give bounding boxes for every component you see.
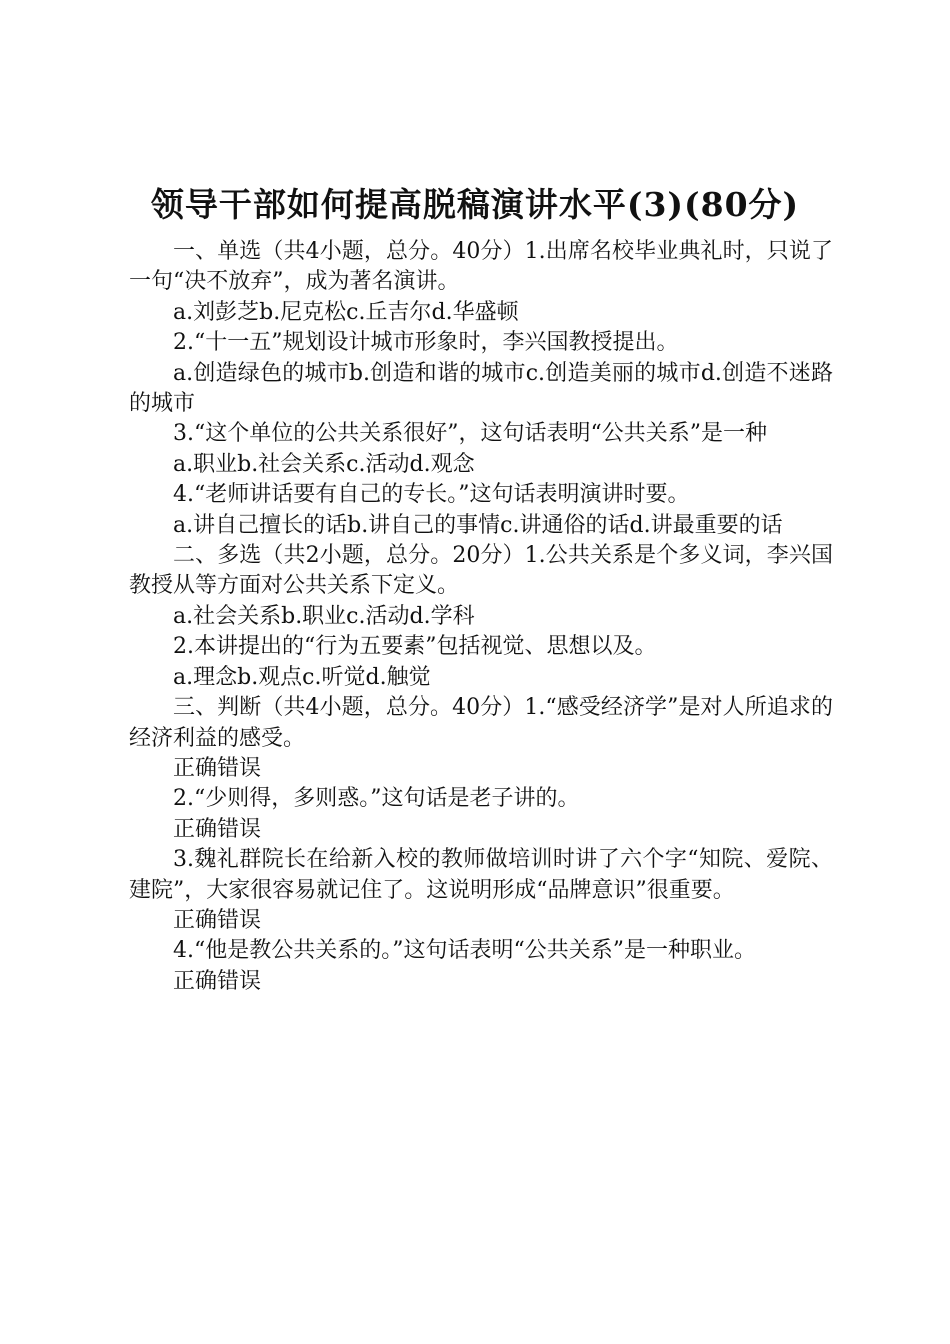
- tf-q4-options: 正确错误: [173, 968, 262, 994]
- section-single-choice-q1: 一、单选（共4小题，总分。40分）1.出席名校毕业典礼时，只说了一句“决不放弃”，成为著名演讲。: [129, 239, 833, 295]
- tf-question-4: 4.“他是教公共关系的。”这句话表明“公共关系”是一种职业。: [173, 938, 756, 964]
- mc-question-2: 2.本讲提出的“行为五要素”包括视觉、思想以及。: [173, 634, 657, 660]
- mc-q2-options: a.理念b.观点c.听觉d.触觉: [173, 664, 431, 690]
- tf-q3-options: 正确错误: [173, 907, 262, 933]
- mc-q1-options: a.社会关系b.职业c.活动d.学科: [173, 603, 475, 629]
- tf-q1-options: 正确错误: [173, 755, 262, 781]
- question-4: 4.“老师讲话要有自己的专长。”这句话表明演讲时要。: [173, 482, 690, 508]
- section-multiple-choice-q1: 二、多选（共2小题，总分。20分）1.公共关系是个多义词，李兴国教授从等方面对公共关系下定义。: [129, 543, 833, 599]
- document-body: [129, 237, 833, 997]
- tf-question-2: 2.“少则得，多则惑。”这句话是老子讲的。: [173, 786, 580, 812]
- tf-question-3: 3.魏礼群院长在给新入校的教师做培训时讲了六个字“知院、爱院、建院”，大家很容易就记住了。这说明形成“品牌意识”很重要。: [129, 847, 833, 903]
- section-true-false-q1: 三、判断（共4小题，总分。40分）1.“感受经济学”是对人所追求的经济利益的感受。: [129, 695, 833, 751]
- q3-options: a.职业b.社会关系c.活动d.观念: [173, 451, 475, 477]
- q4-options: a.讲自己擅长的话b.讲自己的事情c.讲通俗的话d.讲最重要的话: [173, 512, 783, 538]
- q2-options: a.创造绿色的城市b.创造和谐的城市c.创造美丽的城市d.创造不迷路的城市: [129, 360, 833, 417]
- q1-options: a.刘彭芝b.尼克松c.丘吉尔d.华盛顿: [173, 299, 519, 325]
- question-2: 2.“十一五”规划设计城市形象时，李兴国教授提出。: [173, 330, 679, 356]
- document-title: 领导干部如何提高脱稿演讲水平(3)(80分): [150, 185, 800, 224]
- question-3: 3.“这个单位的公共关系很好”，这句话表明“公共关系”是一种: [173, 421, 767, 447]
- tf-q2-options: 正确错误: [173, 816, 262, 842]
